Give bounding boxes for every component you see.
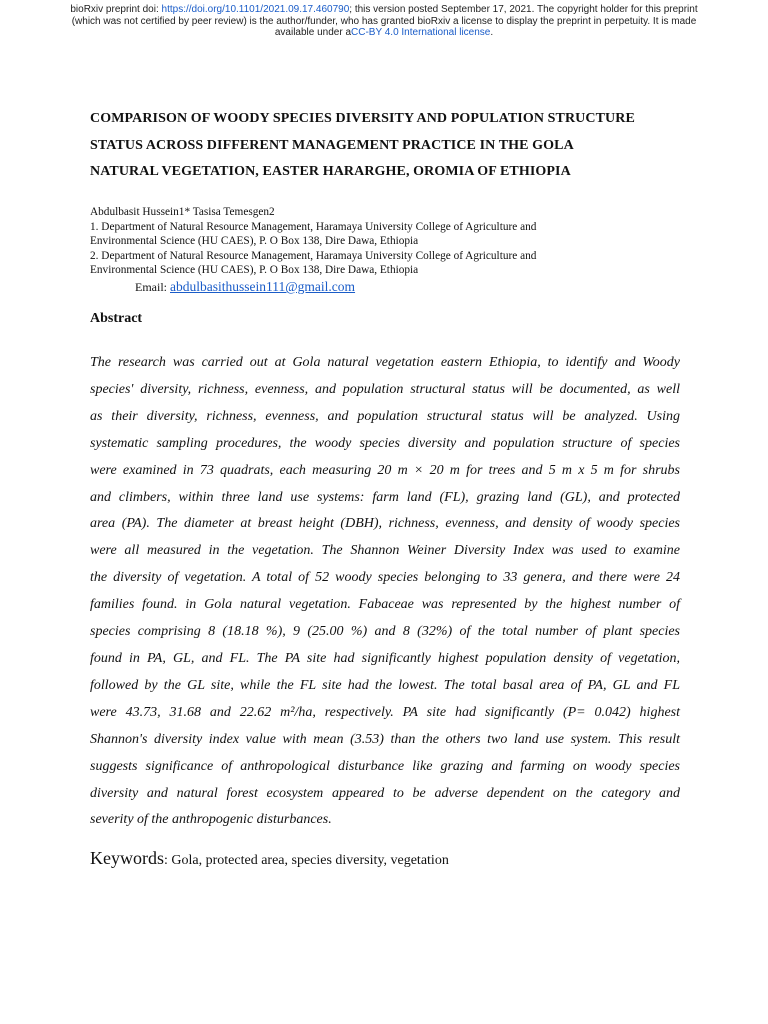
abstract-line: followed by the GL site, while the FL site had the lowest. The total basal area of PA, GL and FL xyxy=(90,677,680,693)
abstract-line: the diversity of vegetation. A total of 52 woody species belonging to 33 genera, and there were 24 xyxy=(90,570,680,586)
keywords-separator: : xyxy=(164,853,172,868)
license-link[interactable]: CC-BY 4.0 International license xyxy=(351,27,491,38)
banner-line3-suffix: . xyxy=(490,27,494,38)
abstract-heading: Abstract xyxy=(90,311,143,326)
affiliation-line: Environmental Science (HU CAES), P. O Box 138, Dire Dawa, Ethiopia xyxy=(90,235,419,247)
keywords-text: Gola, protected area, species diversity, vegetation xyxy=(171,853,449,868)
abstract-line: and climbers, within three land use systems: farm land (FL), grazing land (GL), and protected xyxy=(90,489,680,505)
banner-line3-prefix: available under a xyxy=(274,27,352,38)
preprint-banner xyxy=(20,4,748,39)
abstract-line: area (PA). The diameter at breast height (DBH), richness, evenness, and density of woody species xyxy=(90,516,680,532)
abstract-line: severity of the anthropogenic disturbances. xyxy=(90,812,332,828)
keywords-line xyxy=(90,848,690,869)
abstract-line: species' diversity, richness, evenness, and population structural status will be documented, as well xyxy=(90,381,680,397)
banner-prefix: bioRxiv preprint doi: xyxy=(70,4,162,15)
abstract-line: were examined in 73 quadrats, each measuring 20 m × 20 m for trees and 5 m x 5 m for shrubs xyxy=(90,462,680,478)
abstract-line: systematic sampling procedures, the woody species diversity and population structure of species xyxy=(90,435,680,451)
abstract-body xyxy=(90,350,680,834)
abstract-line: suggests significance of anthropological disturbance like grazing and farming on woody species xyxy=(90,758,680,774)
affiliation-line: 1. Department of Natural Resource Management, Haramaya University College of Agriculture and xyxy=(90,220,537,233)
email-line xyxy=(135,279,635,295)
abstract-line: The research was carried out at Gola natural vegetation eastern Ethiopia, to identify and Woody xyxy=(90,355,680,370)
abstract-line: as their diversity, richness, evenness, and population structural status will be analyzed. Using xyxy=(90,408,680,424)
affiliation-line: Environmental Science (HU CAES), P. O Box 138, Dire Dawa, Ethiopia xyxy=(90,264,419,276)
abstract-line: diversity and natural forest ecosystem appeared to be adverse dependent on the category and xyxy=(90,785,680,801)
email-link[interactable]: abdulbasithussein111@gmail.com xyxy=(170,279,356,294)
banner-line-1 xyxy=(20,4,748,16)
abstract-line: were 43.73, 31.68 and 22.62 m²/ha, respectively. PA site had significantly (P= 0.042) highest xyxy=(90,704,680,720)
abstract-line: families found. in Gola natural vegetation. Fabaceae was represented by the highest number of xyxy=(90,597,680,613)
title-line: STATUS ACROSS DIFFERENT MANAGEMENT PRACTICE IN THE GOLA xyxy=(90,137,574,153)
affiliation-line: 2. Department of Natural Resource Management, Haramaya University College of Agriculture and xyxy=(90,249,537,262)
abstract-line: found in PA, GL, and FL. The PA site had significantly highest population density of vegetation, xyxy=(90,650,680,666)
doi-link[interactable]: https://doi.org/10.1101/2021.09.17.460790 xyxy=(161,4,350,15)
title-line: COMPARISON OF WOODY SPECIES DIVERSITY AND POPULATION STRUCTURE xyxy=(90,111,635,126)
author-block xyxy=(90,205,690,278)
paper-title xyxy=(90,106,690,186)
title-line: NATURAL VEGETATION, EASTER HARARGHE, OROMIA OF ETHIOPIA xyxy=(90,164,571,179)
abstract-line: were all measured in the vegetation. The Shannon Weiner Diversity Index was used to examine xyxy=(90,543,680,559)
email-label: Email: xyxy=(135,280,170,294)
abstract-line: species comprising 8 (18.18 %), 9 (25.00 %) and 8 (32%) of the total number of plant species xyxy=(90,624,680,640)
banner-line-2: (which was not certified by peer review) is the author/funder, who has granted bioRxiv a license to display the preprint in perpetuity. It is made xyxy=(71,15,697,27)
banner-line-3 xyxy=(20,27,748,39)
abstract-line: Shannon's diversity index value with mean (3.53) than the others two land use system. This result xyxy=(90,731,680,747)
author-names: Abdulbasit Hussein1* Tasisa Temesgen2 xyxy=(90,206,275,218)
banner-line1-rest: ; this version posted September 17, 2021. The copyright holder for this preprint xyxy=(349,4,698,15)
keywords-label: Keywords xyxy=(90,848,164,868)
